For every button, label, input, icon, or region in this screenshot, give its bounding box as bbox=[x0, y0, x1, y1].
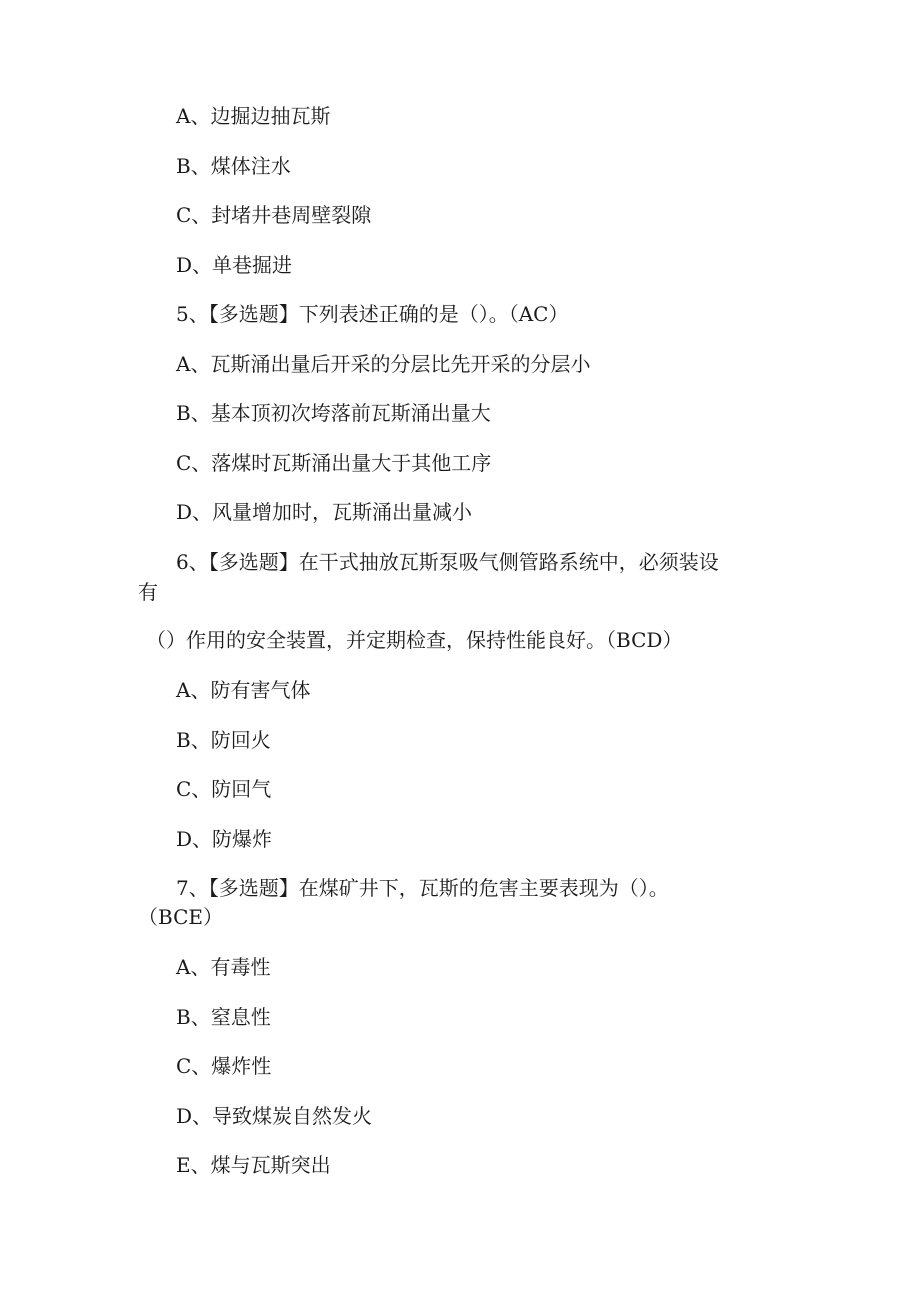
q4-option-a: A、边掘边抽瓦斯 bbox=[176, 104, 331, 128]
q6-option-d: D、防爆炸 bbox=[176, 827, 273, 851]
q7-option-e: E、煤与瓦斯突出 bbox=[176, 1153, 331, 1177]
q5-option-a: A、瓦斯涌出量后开采的分层比先开采的分层小 bbox=[176, 352, 591, 376]
q7-option-d: D、导致煤炭自然发火 bbox=[176, 1104, 373, 1128]
q5-option-b: B、基本顶初次垮落前瓦斯涌出量大 bbox=[176, 401, 491, 425]
q7-stem-line2: （BCE） bbox=[138, 905, 223, 929]
q6-option-a: A、防有害气体 bbox=[176, 678, 311, 702]
q4-option-c: C、封堵井巷周壁裂隙 bbox=[176, 203, 372, 227]
q6-option-c: C、防回气 bbox=[176, 777, 272, 801]
q5-stem: 5、【多选题】下列表述正确的是（）。（AC） bbox=[176, 302, 569, 326]
q6-stem-line2: 有 bbox=[138, 580, 158, 604]
q4-option-b: B、煤体注水 bbox=[176, 154, 291, 178]
q6-stem-line3: （）作用的安全装置，并定期检查，保持性能良好。（BCD） bbox=[146, 628, 683, 652]
q5-option-c: C、落煤时瓦斯涌出量大于其他工序 bbox=[176, 451, 492, 475]
q6-stem-line1: 6、【多选题】在干式抽放瓦斯泵吸气侧管路系统中，必须装设 bbox=[176, 550, 719, 574]
q7-option-a: A、有毒性 bbox=[176, 955, 271, 979]
q5-option-d: D、风量增加时，瓦斯涌出量减小 bbox=[176, 500, 473, 524]
q7-option-c: C、爆炸性 bbox=[176, 1054, 272, 1078]
q4-option-d: D、单巷掘进 bbox=[176, 253, 293, 277]
q6-option-b: B、防回火 bbox=[176, 728, 271, 752]
q7-option-b: B、窒息性 bbox=[176, 1005, 271, 1029]
q7-stem-line1: 7、【多选题】在煤矿井下，瓦斯的危害主要表现为（）。 bbox=[176, 876, 669, 900]
